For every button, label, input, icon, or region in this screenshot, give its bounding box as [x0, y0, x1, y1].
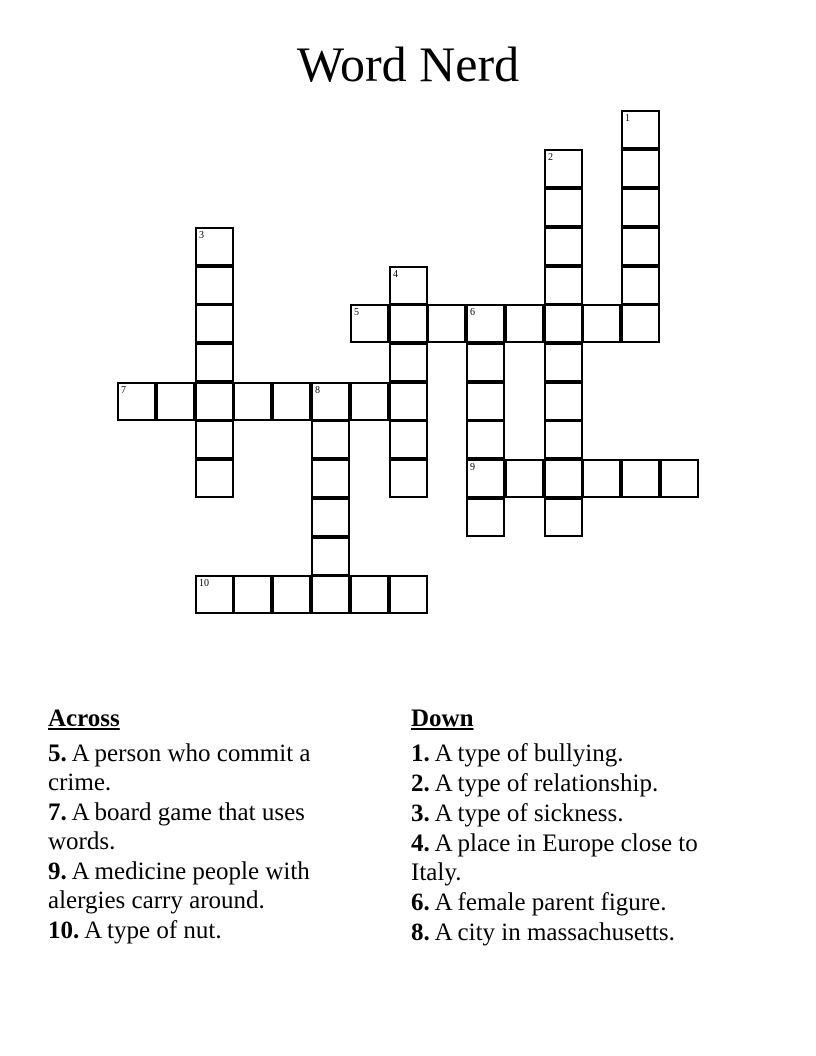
grid-cell[interactable]: [466, 343, 505, 382]
grid-cell[interactable]: [544, 304, 583, 343]
grid-cell[interactable]: [233, 382, 272, 421]
clue-text: A type of sickness.: [434, 800, 624, 827]
clue-number-label: 3: [199, 230, 204, 241]
grid-cell[interactable]: [350, 382, 389, 421]
grid-cell[interactable]: [544, 343, 583, 382]
clue-number: 4.: [411, 830, 430, 857]
clue-number-label: 8: [315, 385, 320, 396]
grid-cell[interactable]: [195, 343, 234, 382]
grid-cell[interactable]: [621, 459, 660, 498]
grid-cell[interactable]: [233, 575, 272, 614]
clue-number: 6.: [411, 889, 430, 916]
down-clue-2: [411, 769, 751, 798]
grid-cell[interactable]: [311, 498, 350, 537]
grid-cell[interactable]: [544, 266, 583, 305]
clue-number: 10.: [48, 917, 80, 944]
clue-number: 1.: [411, 740, 430, 767]
grid-cell[interactable]: [311, 537, 350, 576]
clue-text: A type of nut.: [84, 917, 222, 944]
grid-cell[interactable]: [389, 420, 428, 459]
grid-cell[interactable]: [389, 575, 428, 614]
down-clue-8: [411, 918, 751, 947]
clue-text: A female parent figure.: [434, 889, 667, 916]
grid-cell[interactable]: [466, 459, 505, 498]
grid-cell[interactable]: [195, 304, 234, 343]
clue-number-label: 1: [625, 113, 630, 124]
grid-cell[interactable]: [389, 382, 428, 421]
down-clues: [411, 704, 751, 948]
down-clue-1: [411, 739, 751, 768]
grid-cell[interactable]: [195, 459, 234, 498]
clue-number: 2.: [411, 770, 430, 797]
puzzle-title: Word Nerd: [296, 36, 520, 92]
clue-number: 3.: [411, 800, 430, 827]
clue-number-label: 4: [393, 269, 398, 280]
grid-cell[interactable]: [544, 149, 583, 188]
grid-cell[interactable]: [621, 110, 660, 149]
across-clue-5: [48, 739, 378, 797]
across-heading: Across: [48, 705, 120, 732]
grid-cell[interactable]: [195, 227, 234, 266]
grid-cell[interactable]: [195, 575, 234, 614]
grid-cell[interactable]: [311, 382, 350, 421]
clue-text: A person who commit a crime.: [48, 740, 311, 796]
grid-cell[interactable]: [272, 382, 311, 421]
clue-text: A place in Europe close to Italy.: [411, 830, 698, 886]
grid-cell[interactable]: [544, 382, 583, 421]
clue-text: A type of relationship.: [434, 770, 659, 797]
grid-cell[interactable]: [544, 459, 583, 498]
grid-cell[interactable]: [389, 343, 428, 382]
grid-cell[interactable]: [621, 149, 660, 188]
clue-number: 7.: [48, 799, 67, 826]
grid-cell[interactable]: [311, 575, 350, 614]
down-clue-4: [411, 829, 751, 887]
grid-cell[interactable]: [621, 227, 660, 266]
grid-cell[interactable]: [466, 304, 505, 343]
grid-cell[interactable]: [195, 266, 234, 305]
grid-cell[interactable]: [272, 575, 311, 614]
across-clue-10: [48, 916, 378, 945]
grid-cell[interactable]: [195, 382, 234, 421]
down-heading: Down: [411, 705, 474, 732]
grid-cell[interactable]: [621, 188, 660, 227]
grid-cell[interactable]: [311, 420, 350, 459]
grid-cell[interactable]: [311, 459, 350, 498]
grid-cell[interactable]: [350, 575, 389, 614]
down-clue-3: [411, 799, 751, 828]
grid-cell[interactable]: [427, 304, 466, 343]
grid-cell[interactable]: [350, 304, 389, 343]
clue-number-label: 9: [470, 462, 475, 473]
grid-cell[interactable]: [466, 498, 505, 537]
clue-number: 9.: [48, 858, 67, 885]
down-clue-6: [411, 888, 751, 917]
grid-cell[interactable]: [195, 420, 234, 459]
grid-cell[interactable]: [389, 266, 428, 305]
grid-cell[interactable]: [544, 227, 583, 266]
clue-number: 5.: [48, 740, 67, 767]
grid-cell[interactable]: [544, 420, 583, 459]
across-clue-7: [48, 798, 378, 856]
clue-number: 8.: [411, 919, 430, 946]
clue-number-label: 5: [354, 307, 359, 318]
clue-number-label: 7: [121, 385, 126, 396]
grid-cell[interactable]: [621, 266, 660, 305]
clue-text: A type of bullying.: [434, 740, 624, 767]
grid-cell[interactable]: [544, 498, 583, 537]
clue-text: A city in massachusetts.: [434, 919, 675, 946]
across-clues: [48, 704, 378, 946]
grid-cell[interactable]: [505, 304, 544, 343]
clue-text: A medicine people with alergies carry around.: [48, 858, 310, 914]
grid-cell[interactable]: [156, 382, 195, 421]
grid-cell[interactable]: [389, 459, 428, 498]
grid-cell[interactable]: [466, 382, 505, 421]
grid-cell[interactable]: [117, 382, 156, 421]
grid-cell[interactable]: [505, 459, 544, 498]
grid-cell[interactable]: [582, 459, 621, 498]
clue-text: A board game that uses words.: [48, 799, 305, 855]
across-clue-9: [48, 857, 378, 915]
grid-cell[interactable]: [544, 188, 583, 227]
grid-cell[interactable]: [621, 304, 660, 343]
grid-cell[interactable]: [389, 304, 428, 343]
clue-number-label: 6: [470, 307, 475, 318]
grid-cell[interactable]: [582, 304, 621, 343]
grid-cell[interactable]: [660, 459, 699, 498]
clue-number-label: 10: [199, 578, 209, 589]
clue-number-label: 2: [548, 152, 553, 163]
grid-cell[interactable]: [466, 420, 505, 459]
